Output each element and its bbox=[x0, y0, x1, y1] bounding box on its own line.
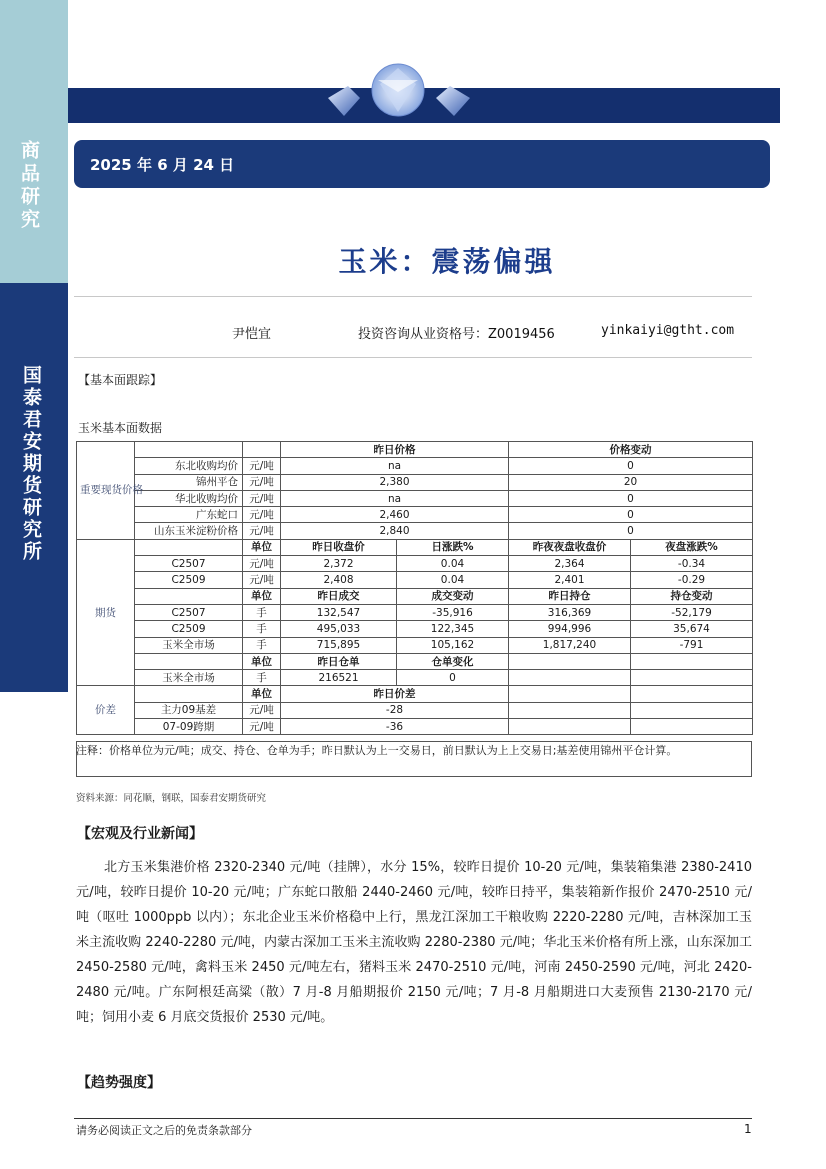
row-label: C2509 bbox=[135, 621, 243, 637]
table-row bbox=[77, 523, 753, 539]
column-header: 单位 bbox=[243, 686, 281, 702]
table-source: 资料来源：同花顺，钢联，国泰君安期货研究 bbox=[76, 793, 267, 804]
value-cell: 316,369 bbox=[509, 604, 631, 620]
author-license: 投资咨询从业资格号：Z0019456 bbox=[358, 327, 555, 342]
value-cell: 132,547 bbox=[281, 604, 397, 620]
value-cell: 2,460 bbox=[281, 507, 509, 523]
category-futures: 期货 bbox=[77, 539, 135, 686]
row-label: 主力09基差 bbox=[135, 702, 243, 718]
unit-cell: 元/吨 bbox=[243, 490, 281, 506]
author-divider bbox=[74, 357, 752, 358]
table-row bbox=[77, 686, 753, 702]
date-banner bbox=[74, 140, 770, 188]
value-cell: 手 bbox=[243, 604, 281, 620]
section-trend-heading: 【趋势强度】 bbox=[77, 1075, 161, 1091]
table-row bbox=[77, 719, 753, 735]
table-caption: 玉米基本面数据 bbox=[78, 421, 163, 435]
report-title: 玉米：震荡偏强 bbox=[338, 245, 556, 278]
column-header: 持仓变动 bbox=[631, 588, 753, 604]
column-header: 昨日成交 bbox=[281, 588, 397, 604]
table-row bbox=[77, 474, 753, 490]
column-header: 仓单变化 bbox=[397, 653, 509, 669]
table-row bbox=[77, 556, 753, 572]
report-date: 2025 年 6 月 24 日 bbox=[90, 156, 235, 174]
column-header: 成交变动 bbox=[397, 588, 509, 604]
table-cell bbox=[631, 702, 753, 718]
value-cell: 元/吨 bbox=[243, 556, 281, 572]
row-label: 玉米全市场 bbox=[135, 670, 243, 686]
value-cell: 0 bbox=[509, 523, 753, 539]
value-cell: -36 bbox=[281, 719, 509, 735]
author-email: yinkaiyi@gtht.com bbox=[601, 323, 735, 338]
table-cell bbox=[509, 670, 631, 686]
column-header: 价格变动 bbox=[509, 442, 753, 458]
footer-disclaimer: 请务必阅读正文之后的免责条款部分 bbox=[76, 1124, 252, 1137]
table-row bbox=[77, 637, 753, 653]
table-row bbox=[77, 442, 753, 458]
row-label: 锦州平仓 bbox=[135, 474, 243, 490]
section-news-heading: 【宏观及行业新闻】 bbox=[77, 826, 203, 842]
column-header: 昨日价差 bbox=[281, 686, 509, 702]
table-row bbox=[77, 653, 753, 669]
column-header: 单位 bbox=[243, 588, 281, 604]
value-cell: 105,162 bbox=[397, 637, 509, 653]
value-cell: 0.04 bbox=[397, 572, 509, 588]
value-cell: 手 bbox=[243, 621, 281, 637]
table-row bbox=[77, 458, 753, 474]
table-cell bbox=[135, 588, 243, 604]
value-cell: 0 bbox=[509, 490, 753, 506]
footer-divider bbox=[74, 1118, 752, 1119]
column-header: 昨日仓单 bbox=[281, 653, 397, 669]
table-cell bbox=[135, 442, 243, 458]
author-name: 尹恺宜 bbox=[232, 327, 272, 342]
unit-cell: 元/吨 bbox=[243, 702, 281, 718]
table-cell bbox=[509, 653, 631, 669]
value-cell: 122,345 bbox=[397, 621, 509, 637]
value-cell: -0.34 bbox=[631, 556, 753, 572]
column-header: 昨日价格 bbox=[281, 442, 509, 458]
value-cell: 2,840 bbox=[281, 523, 509, 539]
category-spot: 重要现货价格 bbox=[77, 442, 135, 540]
category-spread: 价差 bbox=[77, 686, 135, 735]
table-row bbox=[77, 490, 753, 506]
sidebar-top-label: 商品研究 bbox=[18, 140, 40, 232]
value-cell: 994,996 bbox=[509, 621, 631, 637]
news-paragraph: 北方玉米集港价格 2320-2340 元/吨（挂牌），水分 15%，较昨日提价 10-20 元/吨，集装箱集港 2380-2410 元/吨，较昨日提价 10-20 元/吨；广东蛇口散船 2440-2460 元/吨，较昨日持平，集装箱新作报价 2470-2510 元/吨（呕吐 1000ppb 以内）；东北企业玉米价格稳中上行，黑龙江深加工干粮收购 2220-2280 元/吨，吉林深加工玉米主流收购 2240-2280 元/吨，内蒙古深加工玉米主流收购 2280-2380 元/吨；华北玉米价格有所上涨，山东深加工 2450-2580 元/吨，禽料玉米 2450 元/吨左右，猪料玉米 2470-2510 元/吨，河南 2450-2590 元/吨，河北 2420-2480 元/吨。广东阿根廷高粱（散）7 月-8 月船期报价 2150 元/吨；7 月-8 月船期进口大麦预售 2130-2170 元/吨；饲用小麦 6 月底交货报价 2530 元/吨。 bbox=[76, 860, 752, 1025]
unit-cell: 元/吨 bbox=[243, 458, 281, 474]
row-label: 山东玉米淀粉价格 bbox=[135, 523, 243, 539]
row-label: 华北收购均价 bbox=[135, 490, 243, 506]
value-cell: -35,916 bbox=[397, 604, 509, 620]
fundamentals-table bbox=[76, 441, 753, 735]
column-header: 昨日持仓 bbox=[509, 588, 631, 604]
value-cell: -791 bbox=[631, 637, 753, 653]
value-cell: 495,033 bbox=[281, 621, 397, 637]
column-header: 昨日收盘价 bbox=[281, 539, 397, 555]
value-cell: 元/吨 bbox=[243, 572, 281, 588]
value-cell: 0 bbox=[509, 458, 753, 474]
value-cell: 2,380 bbox=[281, 474, 509, 490]
table-cell bbox=[631, 653, 753, 669]
table-row bbox=[77, 702, 753, 718]
table-row bbox=[77, 588, 753, 604]
column-header: 单位 bbox=[243, 539, 281, 555]
column-header: 单位 bbox=[243, 653, 281, 669]
table-cell bbox=[509, 686, 631, 702]
table-cell bbox=[135, 539, 243, 555]
value-cell: 0 bbox=[509, 507, 753, 523]
table-cell bbox=[631, 670, 753, 686]
table-note: 注释：价格单位为元/吨；成交、持仓、仓单为手；昨日默认为上一交易日，前日默认为上上交易日;基差使用锦州平仓计算。 bbox=[76, 744, 678, 757]
value-cell: na bbox=[281, 490, 509, 506]
value-cell: 0.04 bbox=[397, 556, 509, 572]
table-cell bbox=[135, 686, 243, 702]
value-cell: 1,817,240 bbox=[509, 637, 631, 653]
title-divider bbox=[74, 296, 752, 297]
unit-cell: 元/吨 bbox=[243, 474, 281, 490]
value-cell: 216521 bbox=[281, 670, 397, 686]
row-label: C2509 bbox=[135, 572, 243, 588]
value-cell: -52,179 bbox=[631, 604, 753, 620]
table-row bbox=[77, 507, 753, 523]
table-cell bbox=[631, 686, 753, 702]
table-row bbox=[77, 572, 753, 588]
table-cell bbox=[509, 719, 631, 735]
diamond-logo-icon bbox=[318, 58, 478, 120]
column-header: 昨夜夜盘收盘价 bbox=[509, 539, 631, 555]
sidebar-org-label: 国泰君安期货研究所 bbox=[20, 365, 42, 563]
value-cell: -28 bbox=[281, 702, 509, 718]
column-header: 日涨跌% bbox=[397, 539, 509, 555]
row-label: 07-09跨期 bbox=[135, 719, 243, 735]
value-cell: 0 bbox=[397, 670, 509, 686]
value-cell: 2,372 bbox=[281, 556, 397, 572]
table-cell bbox=[135, 653, 243, 669]
value-cell: 2,408 bbox=[281, 572, 397, 588]
table-cell bbox=[509, 702, 631, 718]
table-row bbox=[77, 621, 753, 637]
table-row bbox=[77, 539, 753, 555]
table-cell bbox=[243, 442, 281, 458]
unit-cell: 元/吨 bbox=[243, 507, 281, 523]
table-row bbox=[77, 670, 753, 686]
value-cell: 手 bbox=[243, 670, 281, 686]
value-cell: 715,895 bbox=[281, 637, 397, 653]
value-cell: 35,674 bbox=[631, 621, 753, 637]
table-row bbox=[77, 604, 753, 620]
value-cell: 2,401 bbox=[509, 572, 631, 588]
row-label: 广东蛇口 bbox=[135, 507, 243, 523]
value-cell: 20 bbox=[509, 474, 753, 490]
row-label: C2507 bbox=[135, 604, 243, 620]
page-number: 1 bbox=[744, 1122, 752, 1136]
value-cell: 手 bbox=[243, 637, 281, 653]
row-label: 玉米全市场 bbox=[135, 637, 243, 653]
table-cell bbox=[631, 719, 753, 735]
column-header: 夜盘涨跌% bbox=[631, 539, 753, 555]
value-cell: -0.29 bbox=[631, 572, 753, 588]
row-label: 东北收购均价 bbox=[135, 458, 243, 474]
value-cell: 2,364 bbox=[509, 556, 631, 572]
row-label: C2507 bbox=[135, 556, 243, 572]
unit-cell: 元/吨 bbox=[243, 523, 281, 539]
value-cell: na bbox=[281, 458, 509, 474]
unit-cell: 元/吨 bbox=[243, 719, 281, 735]
section-tracking-heading: 【基本面跟踪】 bbox=[78, 373, 163, 387]
